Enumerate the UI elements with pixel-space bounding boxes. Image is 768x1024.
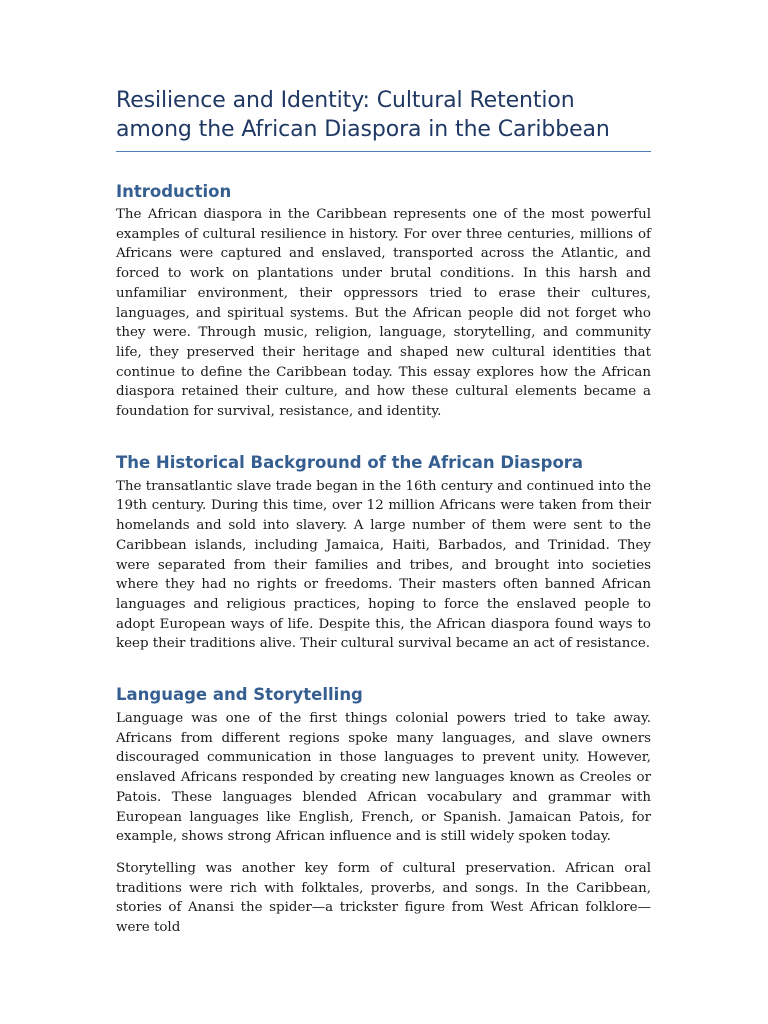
- document-page: [116, 86, 651, 938]
- section-heading-language-storytelling: Language and Storytelling: [116, 685, 363, 705]
- section-language-storytelling: [116, 684, 651, 938]
- document-title: Resilience and Identity: Cultural Retention among the African Diaspora in the Caribbean: [116, 86, 651, 152]
- paragraph: The African diaspora in the Caribbean represents one of the most powerful examples of cultural resilience in history. For over three centuries, millions of Africans were captured and enslaved, transported across the Atlantic, and forced to work on plantations under brutal conditions. In this harsh and unfamiliar environment, their oppressors tried to erase their cultures, languages, and spiritual systems. But the African people did not forget who they were. Through music, religion, language, storytelling, and community life, they preserved their heritage and shaped new cultural identities that continue to define the Caribbean today. This essay explores how the African diaspora retained their culture, and how these cultural elements became a foundation for survival, resistance, and identity.: [116, 207, 651, 420]
- section-introduction: [116, 181, 651, 422]
- paragraph: Storytelling was another key form of cultural preservation. African oral traditions were rich with folktales, proverbs, and songs. In the Caribbean, stories of Anansi the spider—a trickster figure from West African folklore—were told: [116, 860, 651, 936]
- section-heading-historical-background: The Historical Background of the African Diaspora: [116, 452, 584, 472]
- paragraph: The transatlantic slave trade began in the 16th century and continued into the 19th century. During this time, over 12 million Africans were taken from their homelands and sold into slavery. A large number of them were sent to the Caribbean islands, including Jamaica, Haiti, Barbados, and Trinidad. They were separated from their families and tribes, and brought into societies where they had no rights or freedoms. Their masters often banned African languages and religious practices, hoping to force the enslaved people to adopt European ways of life. Despite this, the African diaspora found ways to keep their traditions alive. Their cultural survival became an act of resistance.: [116, 478, 651, 652]
- paragraph: Language was one of the first things colonial powers tried to take away. Africans from different regions spoke many languages, and slave owners discouraged communication in those languages to prevent unity. However, enslaved Africans responded by creating new languages known as Creoles or Patois. These languages blended African vocabulary and grammar with European languages like English, French, or Spanish. Jamaican Patois, for example, shows strong African influence and is still widely spoken today.: [116, 711, 651, 845]
- section-heading-introduction: Introduction: [116, 182, 232, 201]
- section-historical-background: [116, 452, 651, 654]
